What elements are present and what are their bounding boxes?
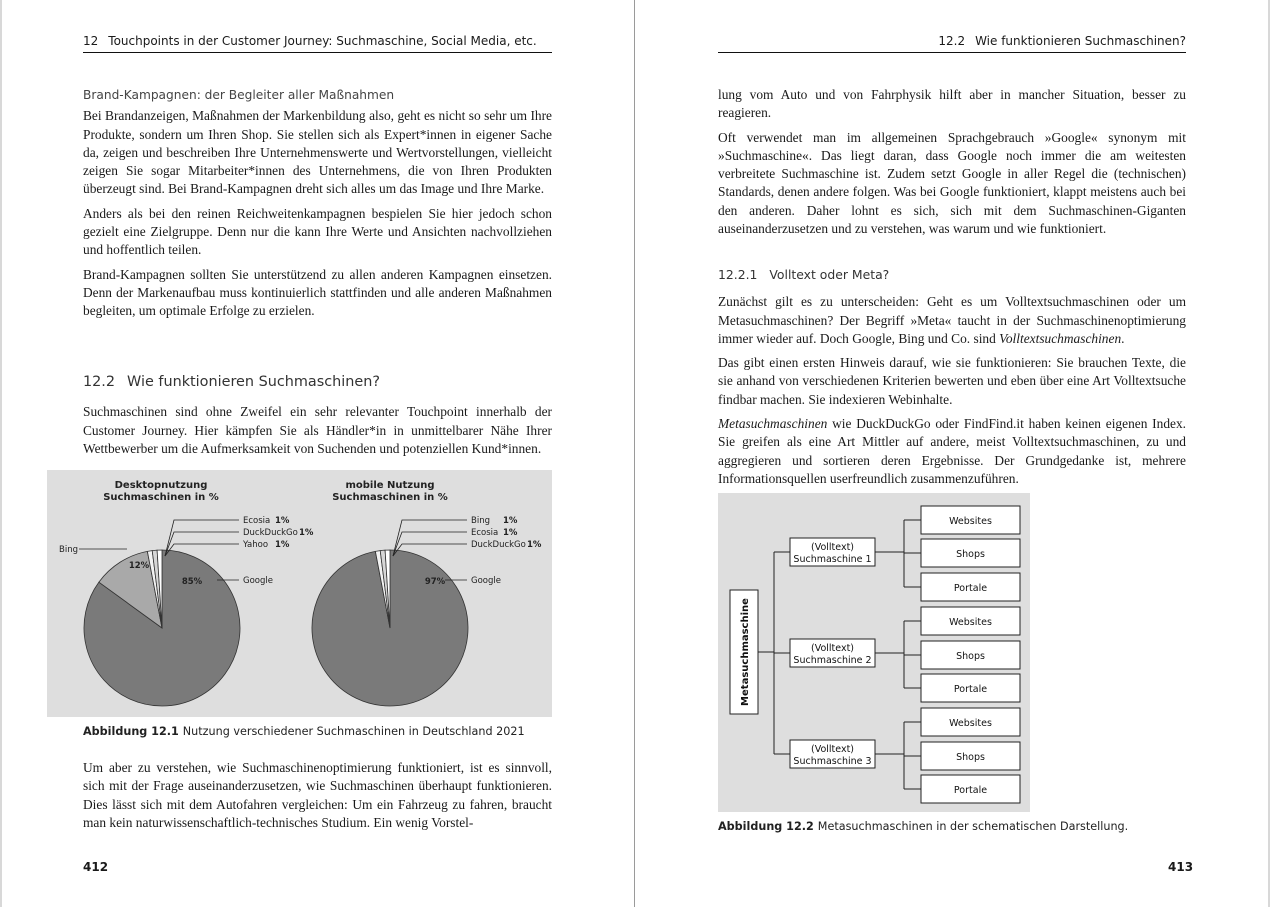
- diagram-leaf-portale-label: Portale: [953, 785, 988, 796]
- chart2-label-ecosia: Ecosia: [471, 528, 499, 538]
- emphasis-term: Metasuchmaschinen: [718, 416, 828, 432]
- diagram-leaf-websites-label: Websites: [949, 617, 992, 628]
- chart1-value-yahoo: 1%: [275, 540, 290, 550]
- figure-12-1: [47, 470, 552, 717]
- paragraph: [718, 415, 1186, 488]
- paragraph: Oft verwendet man im allgemeinen Sprachgebrauch »Google« synonym mit »Suchmaschine«. Das liegt daran, dass Google noch immer die am weitesten verbreitete Suchmaschine ist. Zudem setzt Google in aller Regel die (technischen) Standards, denen andere folgen. Was bei Google funktioniert, klappt meistens auch bei den anderen. Daher lohnt es sich, sich mit dem Suchmaschinen-Giganten auseinanderzusetzen und zu verstehen, was warum und wie funktioniert.: [718, 129, 1186, 237]
- left-text-block-2: [83, 759, 552, 838]
- diagram-root-label: Metasuchmaschine: [740, 598, 751, 706]
- section-heading: [83, 373, 552, 391]
- paragraph: Bei Brandanzeigen, Maßnahmen der Markenbildung also, geht es nicht so sehr um Ihre Produkte, sondern um Ihren Shop. Sie stellen sich als Expert*innen in eigener Sache da, zeigen und beschreiben Ihre Unternehmenswerte und Wertvorstellungen, vielleicht zeigen Sie sogar Mitarbeiter*innen des Unternehmens, die von Ihren Produkten überzeugt sind. Bei Brand-Kampagnen dreht sich alles um das Image und Ihre Marke.: [83, 108, 552, 197]
- diagram-leaf-websites-label: Websites: [949, 718, 992, 729]
- diagram-leaf-portale-label: Portale: [953, 684, 988, 695]
- running-head-section-number: 12.2: [938, 34, 966, 48]
- page-number-right: 413: [1168, 860, 1194, 874]
- paragraph: lung vom Auto und von Fahrphysik hilft aber in mancher Situation, besser zu reagieren.: [718, 87, 1186, 121]
- chart1-google-pct: 85%: [181, 577, 203, 587]
- section-title: Wie funktionieren Suchmaschinen?: [127, 374, 380, 390]
- diagram-engine-1-line2: Suchmaschine 1: [793, 554, 872, 565]
- figure-caption-text: Metasuchmaschinen in der schematischen Darstellung.: [817, 820, 1129, 833]
- running-head-right: [718, 34, 1186, 53]
- chart1-value-ecosia: 1%: [275, 516, 290, 526]
- chart1-label-bing: Bing: [59, 545, 78, 555]
- right-text-block-1: [718, 86, 1186, 244]
- diagram-leaf-shops-label: Shops: [956, 549, 985, 560]
- chart2-title-line1: mobile Nutzung: [345, 480, 435, 491]
- diagram-leaf-websites-label: Websites: [949, 516, 992, 527]
- paragraph: [718, 293, 1186, 348]
- section-number: 12.2: [83, 374, 116, 390]
- diagram-leaf-shops-label: Shops: [956, 651, 985, 662]
- chart2-title-line2: Suchmaschinen in %: [332, 492, 448, 503]
- paragraph-text: Zunächst gilt es zu unterscheiden: Geht es um Volltextsuchmaschinen oder um Metasuchmaschinen? Der Begriff »Meta« taucht in der Suchmaschinenoptimierung immer wieder auf. Doch Google, Bing und Co. sind: [718, 294, 1186, 346]
- chart2-label-bing: Bing: [471, 516, 490, 526]
- chart1-title-line2: Suchmaschinen in %: [103, 492, 219, 503]
- chart2-value-duckduckgo: 1%: [527, 540, 542, 550]
- metasearch-diagram: [718, 493, 1030, 812]
- figure-label: Abbildung 12.1: [83, 725, 179, 738]
- paragraph: Um aber zu verstehen, wie Suchmaschinenoptimierung funktioniert, ist es sinnvoll, sich mit der Frage auseinanderzusetzen, wie Suchmaschinen überhaupt funktionieren. Dies lässt sich mit dem Autofahren vergleichen: Um ein Fahrzeug zu fahren, braucht man kein naturwissenschaftlich-technisches Studium. Ein wenig Vorstel-: [83, 760, 552, 830]
- running-head-section-title: Wie funktionieren Suchmaschinen?: [975, 34, 1186, 48]
- figure-12-1-caption: [83, 725, 525, 738]
- diagram-leaf-shops-label: Shops: [956, 752, 985, 763]
- chart1-title-line1: Desktopnutzung: [114, 480, 208, 491]
- pie-layer: [59, 516, 542, 706]
- running-head-chapter-title: Touchpoints in der Customer Journey: Suchmaschine, Social Media, etc.: [108, 34, 537, 48]
- chart1-value-duckduckgo: 1%: [299, 528, 314, 538]
- pie-charts: [47, 470, 552, 717]
- brand-campaign-subhead: Brand-Kampagnen: der Begleiter aller Maßnahmen: [83, 88, 395, 102]
- chart2-value-bing: 1%: [503, 516, 518, 526]
- left-text-block-1: [83, 86, 552, 327]
- diagram-leaf-portale-label: Portale: [953, 583, 988, 594]
- running-head-left: [83, 34, 552, 53]
- book-gutter: [634, 0, 635, 907]
- chart1-leader-ecosia: [165, 520, 239, 556]
- figure-12-2-caption: [718, 820, 1128, 833]
- chart2-leader-bing: [393, 520, 467, 556]
- right-subsection-block: [718, 266, 1186, 494]
- chart1-label-duckduckgo: DuckDuckGo: [243, 528, 298, 538]
- chart1-google-label: Google: [243, 576, 273, 586]
- diagram-engine-3-line2: Suchmaschine 3: [793, 756, 872, 767]
- paragraph: Das gibt einen ersten Hinweis darauf, wie sie funktionieren: Sie brauchen Texte, die sie anhand von verschiedenen Kriterien bewerten und eben über eine Art Volltextsuche findbar machen. Sie indexieren Webinhalte.: [718, 355, 1186, 407]
- paragraph: Brand-Kampagnen sollten Sie unterstützend zu allen anderen Kampagnen einsetzen. Denn der Markenaufbau muss kontinuierlich stattfinden und alle anderen Maßnahmen begleiten, um optimale Erfolge zu erzielen.: [83, 266, 552, 319]
- diagram-engine-2-line2: Suchmaschine 2: [793, 655, 872, 666]
- page-edge-left: [0, 0, 2, 907]
- running-head-chapter-number: 12: [83, 34, 99, 48]
- diagram-engine-3-line1: (Volltext): [810, 744, 855, 755]
- paragraph-text: wie DuckDuckGo oder FindFind.it haben keinen eigenen Index. Sie greifen als eine Art Mittler auf andere, meist Volltextsuchmaschinen, zu und aggregieren und sortieren deren Ergebnisse. Der Grundgedanke ist, mehrere Informationsquellen userfreundlich zusammenzuführen.: [718, 416, 1186, 486]
- subsection-heading: [718, 266, 1186, 284]
- paragraph: Anders als bei den reinen Reichweitenkampagnen bespielen Sie hier jedoch schon gezielt eine Zielgruppe. Denn nur die kann Ihre Werte und Ansichten nachvollziehen und hoffentlich teilen.: [83, 205, 552, 258]
- emphasis-term: Volltextsuchmaschinen: [999, 330, 1122, 346]
- chart1-label-ecosia: Ecosia: [243, 516, 271, 526]
- diagram-engine-1-line1: (Volltext): [810, 542, 855, 553]
- chart1-label-yahoo: Yahoo: [243, 540, 269, 550]
- chart1-bing-pct: 12%: [128, 561, 150, 571]
- paragraph-text: .: [1121, 330, 1125, 346]
- figure-caption-text: Nutzung verschiedener Suchmaschinen in Deutschland 2021: [182, 725, 525, 738]
- figure-label: Abbildung 12.2: [718, 820, 814, 833]
- chart2-value-ecosia: 1%: [503, 528, 518, 538]
- chart2-label-duckduckgo: DuckDuckGo: [471, 540, 526, 550]
- figure-12-2: [718, 493, 1030, 812]
- subsection-number: 12.2.1: [718, 267, 758, 282]
- subsection-title: Volltext oder Meta?: [769, 267, 890, 282]
- diagram-engine-2-line1: (Volltext): [810, 643, 855, 654]
- page-number-left: 412: [83, 860, 109, 874]
- chart2-google-label: Google: [471, 576, 501, 586]
- chart2-google-pct: 97%: [424, 577, 446, 587]
- paragraph: Suchmaschinen sind ohne Zweifel ein sehr relevanter Touchpoint innerhalb der Customer Journey. Hier kämpfen Sie als Händler*in in unmittelbarer Nähe Ihrer Wettbewerber um die Aufmerksamkeit von Suchenden und potenziellen Kund*innen.: [83, 404, 552, 456]
- left-section-block: [83, 373, 552, 464]
